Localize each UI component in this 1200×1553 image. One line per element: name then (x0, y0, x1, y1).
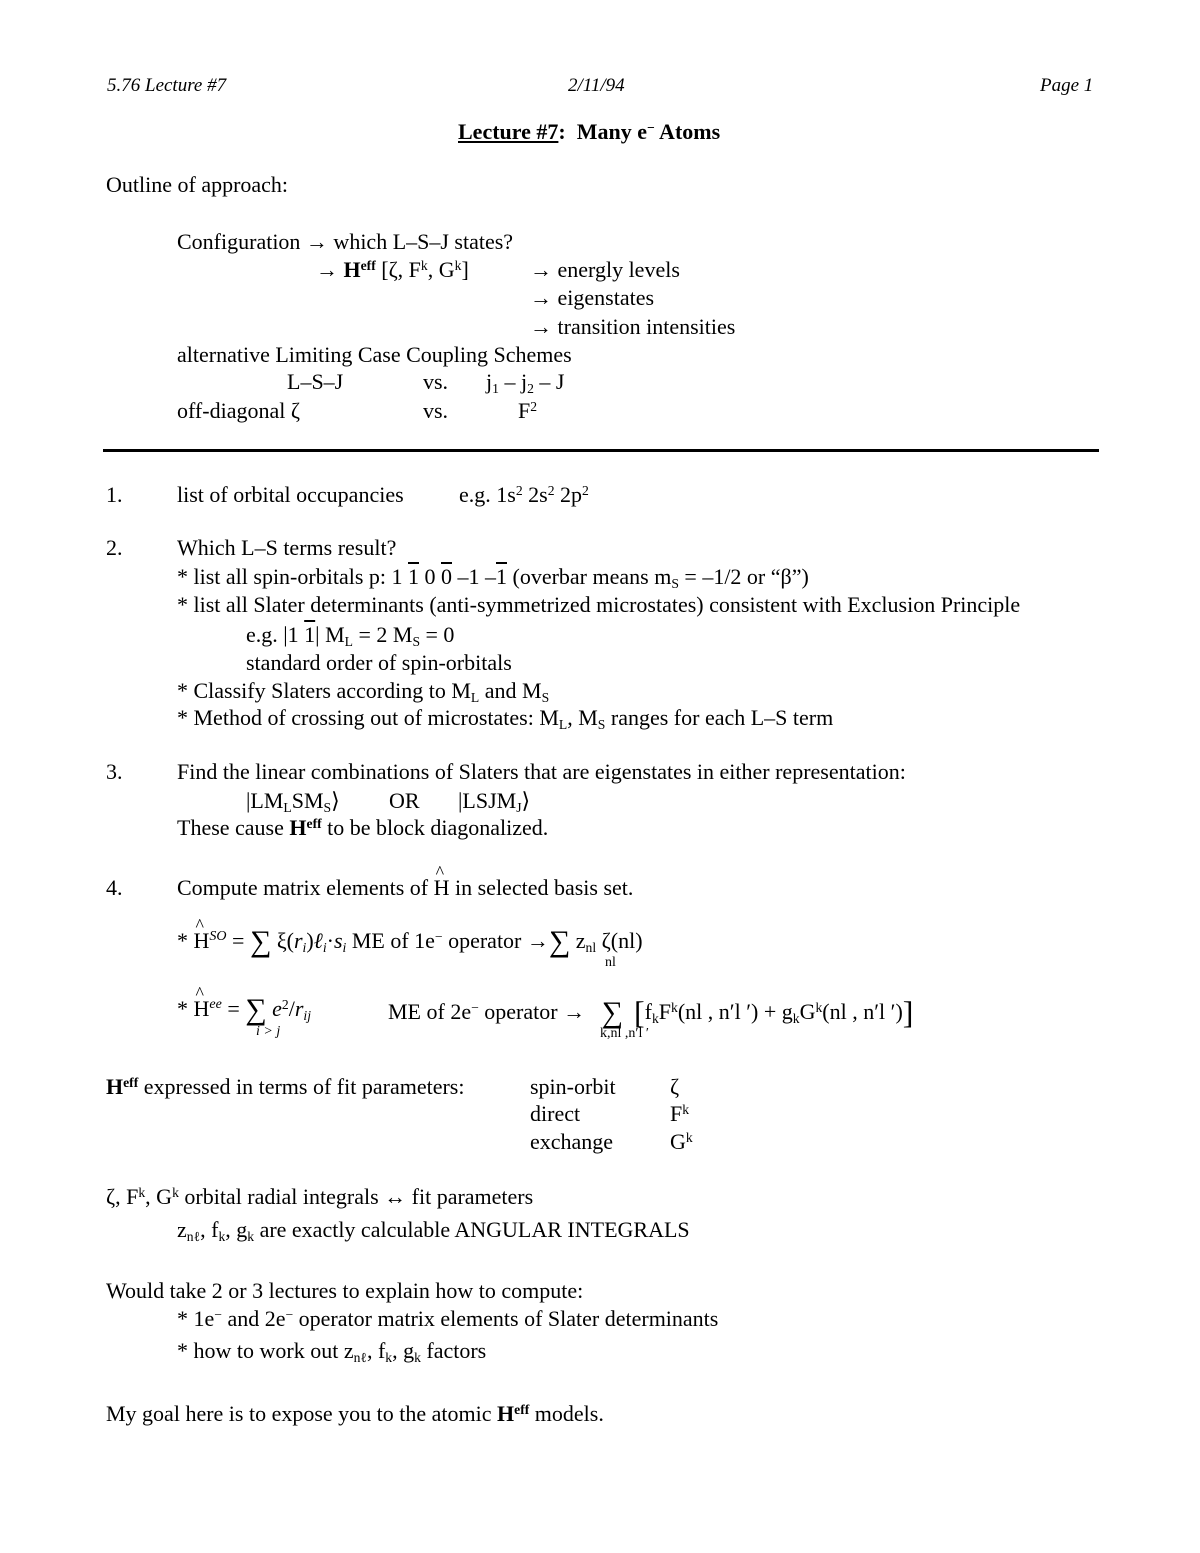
so-sum: ∑ (249, 925, 272, 958)
k1-s1: L (283, 800, 292, 816)
ee-operator (388, 992, 914, 1030)
lectures-b1 (177, 1308, 718, 1330)
item3-ket2 (458, 788, 531, 816)
outline-heff (316, 259, 469, 281)
heff-k1: k (420, 257, 428, 273)
l3-b: | M (315, 622, 345, 647)
b2-c: , g (392, 1338, 415, 1363)
jj-b: – j (498, 369, 528, 394)
ee-eq: = (221, 996, 246, 1021)
jj-c: – J (533, 369, 565, 394)
item4-num: 4. (106, 875, 123, 900)
ee-lbracket: [ (633, 994, 645, 1030)
k2-b: ⟩ (521, 788, 531, 813)
b2-fsub: k (385, 1350, 393, 1366)
page-title (458, 121, 720, 143)
l1-b: 0 (419, 564, 441, 589)
ang-b: , g (225, 1217, 248, 1242)
outline-F2 (518, 400, 537, 422)
rad-k1: k (138, 1184, 146, 1200)
goal-H: H (497, 1401, 515, 1426)
so-me-sup: − (434, 928, 443, 944)
rad-c: orbital radial integrals ↔ fit parameters (178, 1184, 534, 1209)
item4-text (177, 877, 633, 899)
so-equation (177, 924, 643, 958)
outline-energy: → energly levels (530, 257, 680, 282)
fit-v3-sup: k (685, 1129, 693, 1145)
title-colon: : (558, 119, 566, 144)
so-dot: · (326, 928, 334, 953)
jj-s1: 1 (492, 381, 499, 397)
horizontal-rule (103, 449, 1099, 452)
so-term-a: ξ( (271, 928, 294, 953)
fit-v3-a: G (670, 1129, 686, 1154)
ee-sup: ee (209, 997, 222, 1013)
l3-a: e.g. |1 (246, 622, 305, 647)
k1-a: |LM (246, 788, 284, 813)
radial-line (106, 1186, 533, 1208)
k2-s: J (516, 800, 522, 816)
outline-eigen: → eigenstates (530, 285, 655, 310)
outline-vs2: vs. (423, 398, 449, 423)
item2-num: 2. (106, 535, 123, 560)
fit-v2-sup: k (682, 1101, 690, 1117)
so-under: nl (605, 955, 616, 970)
item3-ket1 (246, 788, 340, 816)
b1-s1: − (214, 1306, 222, 1322)
l3-s1: L (344, 634, 353, 650)
k2-a: |LSJM (458, 788, 517, 813)
ee-H: ^ H (194, 998, 210, 1020)
l1-bar1: 1 (408, 564, 419, 589)
outline-config: Configuration → which L–S–J states? (177, 229, 514, 254)
item1-example (459, 484, 589, 506)
ee-e: e (266, 996, 282, 1021)
ee-sum: ∑ (245, 993, 267, 1026)
rad-a: ζ, F (106, 1184, 139, 1209)
ee-Fk: k (671, 999, 678, 1015)
l5-s1: L (470, 690, 480, 706)
so-star: * (177, 928, 194, 953)
b1-a: * 1e (177, 1306, 215, 1331)
fit-p3: exchange (530, 1129, 614, 1154)
ang-gsub: k (247, 1229, 255, 1245)
b1-c: operator matrix elements of Slater determinants (293, 1306, 719, 1331)
ee-F: F (658, 999, 672, 1024)
heff-args-c: ] (461, 257, 469, 282)
ee-me-b: operator → (478, 999, 586, 1024)
b2-zsub: nℓ (353, 1350, 367, 1366)
ee-me-a: ME of 2e (388, 999, 472, 1024)
lectures-head: Would take 2 or 3 lectures to explain how to compute: (106, 1278, 584, 1303)
ang-fsub: k (218, 1229, 226, 1245)
heff-fit-text (106, 1076, 464, 1098)
item1-eg-a: e.g. 1s (459, 482, 516, 507)
b1-b: and 2e (221, 1306, 286, 1331)
ee-r: r (294, 996, 304, 1021)
fit-v2-a: F (670, 1101, 683, 1126)
l3-c: = 2 M (352, 622, 413, 647)
item2-line5 (177, 678, 550, 706)
ang-c: are exactly calculable ANGULAR INTEGRALS (254, 1217, 690, 1242)
item1-num: 1. (106, 482, 123, 507)
item1-eg-c: 2p (554, 482, 583, 507)
title-rest-b: Atoms (654, 119, 721, 144)
outline-jj (486, 369, 565, 397)
goal-sup: eff (514, 1401, 530, 1417)
ee-e2: 2 (281, 996, 289, 1012)
b2-gsub: k (414, 1350, 421, 1366)
ee-under2: k,nl ,n′l ′ (600, 1026, 649, 1041)
so-me-a: ME of 1e (346, 928, 435, 953)
item2-line4: standard order of spin-orbitals (246, 650, 512, 675)
so-eq: = (226, 928, 250, 953)
so-sup: SO (209, 929, 227, 945)
heff-args-b: , G (427, 257, 455, 282)
goal-a: My goal here is to expose you to the atomic (106, 1401, 498, 1426)
l1-sub: S (671, 576, 679, 592)
item1-s3: 2 (582, 482, 589, 498)
fit-p2: direct (530, 1101, 581, 1126)
ee-f: f (644, 999, 652, 1024)
item2-line6 (177, 705, 834, 733)
ang-a: , f (200, 1217, 219, 1242)
l1-bar2: 0 (441, 564, 452, 589)
item3-num: 3. (106, 759, 123, 784)
heff-sup: eff (360, 257, 376, 273)
header-left: 5.76 Lecture #7 (107, 75, 227, 96)
item2-line2: * list all Slater determinants (anti-symmetrized microstates) consistent with Exclusion Principle (177, 592, 1021, 617)
fit-H: H (106, 1074, 124, 1099)
rad-b: , G (145, 1184, 173, 1209)
b2-b: , f (366, 1338, 386, 1363)
item2-line3 (246, 622, 455, 650)
lectures-b2 (177, 1338, 487, 1366)
title-rest: Many e (576, 119, 647, 144)
heff-H: H (343, 257, 361, 282)
cause-b: to be block diagonalized. (321, 815, 549, 840)
so-s: s (333, 928, 343, 953)
so-si: i (342, 940, 347, 956)
ee-G: G (799, 999, 816, 1024)
so-term-b: ) (306, 928, 314, 953)
F2-sup: 2 (530, 398, 538, 414)
fit-v1: ζ (670, 1074, 680, 1099)
heff-arrow: → (316, 257, 344, 282)
heff-k2: k (454, 257, 462, 273)
k1-s2: S (323, 800, 332, 816)
outline-heading: Outline of approach: (106, 172, 289, 197)
so-z: z (570, 928, 586, 953)
l6-s1: L (558, 717, 568, 733)
b2-a: * how to work out z (177, 1338, 354, 1363)
header-date: 2/11/94 (568, 75, 625, 96)
outline-offdiag: off-diagonal ζ (177, 398, 300, 423)
l3-s2: S (412, 634, 421, 650)
ee-gk: k (792, 1011, 800, 1027)
l3-d: = 0 (420, 622, 455, 647)
i4-text-b: in selected basis set. (449, 875, 634, 900)
so-me-b: operator → (442, 928, 549, 953)
item2-line1 (177, 564, 809, 592)
ee-star: * (177, 996, 194, 1021)
b2-d: factors (420, 1338, 487, 1363)
fit-v2 (670, 1103, 689, 1125)
title-sup: − (647, 119, 655, 135)
ee-me-sup: − (471, 999, 479, 1015)
ang-z: z (177, 1217, 187, 1242)
item3-or: OR (389, 788, 420, 813)
so-zeta: ζ(nl) (596, 928, 643, 953)
fit-p1: spin-orbit (530, 1074, 616, 1099)
item1-s1: 2 (515, 482, 523, 498)
so-r: r (293, 928, 303, 953)
l1-d: (overbar means m (507, 564, 672, 589)
l3-bar: 1 (304, 622, 316, 647)
l1-e: = –1/2 or “β”) (678, 564, 809, 589)
k1-b: SM (291, 788, 324, 813)
ee-rij: ij (303, 1008, 311, 1024)
outline-lsj: L–S–J (287, 369, 344, 394)
cause-a: These cause (177, 815, 290, 840)
jj-s2: 2 (527, 381, 534, 397)
header-page: Page 1 (1040, 75, 1094, 96)
cause-H: H (289, 815, 307, 840)
outline-trans: → transition intensities (530, 314, 736, 339)
ee-equation (177, 992, 311, 1026)
ee-slash: / (288, 996, 295, 1021)
so-zsub: nl (585, 940, 597, 956)
outline-vs1: vs. (423, 369, 449, 394)
ang-zsub: nℓ (186, 1229, 201, 1245)
fit-v3 (670, 1131, 693, 1153)
b1-s2: − (285, 1306, 294, 1322)
item3-cause (177, 817, 548, 839)
i4-H-hat: ^ H (434, 877, 450, 899)
l6-s2: S (597, 717, 606, 733)
item2-question: Which L–S terms result? (177, 535, 397, 560)
heff-args-a: [ζ, F (375, 257, 421, 282)
item1-eg-b: 2s (522, 482, 548, 507)
ee-args2: (nl , n′l ′) (822, 999, 903, 1024)
fit-sup: eff (123, 1074, 139, 1090)
l5-s2: S (541, 690, 550, 706)
ee-sum2: ∑ (601, 996, 623, 1029)
goal-line (106, 1403, 604, 1425)
title-lecture: Lecture #7 (458, 119, 559, 144)
so-ri: i (302, 940, 307, 956)
rad-k2: k (172, 1184, 179, 1200)
jj-a: j (486, 369, 493, 394)
l1-a: * list all spin-orbitals p: 1 (177, 564, 408, 589)
outline-alt: alternative Limiting Case Coupling Schemes (177, 342, 572, 367)
ee-under: i > j (256, 1024, 281, 1039)
l6-a: * Method of crossing out of microstates: M (177, 705, 559, 730)
k1-c: ⟩ (331, 788, 340, 813)
ee-args1: (nl , n′l ′) + g (677, 999, 793, 1024)
F2-a: F (518, 398, 531, 423)
ee-Gk: k (815, 999, 823, 1015)
l1-c: –1 – (452, 564, 496, 589)
angular-line (177, 1217, 690, 1245)
so-H: ^ H (194, 930, 210, 952)
ee-fk: k (651, 1011, 659, 1027)
ee-rbracket: ] (902, 994, 914, 1030)
l5-b: and M (479, 678, 542, 703)
cause-sup: eff (306, 815, 322, 831)
l1-bar3: 1 (496, 564, 507, 589)
fit-text: expressed in terms of fit parameters: (138, 1074, 465, 1099)
goal-b: models. (529, 1401, 604, 1426)
i4-text-a: Compute matrix elements of (177, 875, 434, 900)
so-l: ℓ (313, 928, 323, 953)
item1-s2: 2 (547, 482, 555, 498)
item1-text: list of orbital occupancies (177, 482, 404, 507)
item3-text: Find the linear combinations of Slaters that are eigenstates in either representation: (177, 759, 906, 784)
so-li: i (322, 940, 327, 956)
so-sum2: ∑ (548, 925, 571, 958)
l5-a: * Classify Slaters according to M (177, 678, 471, 703)
l6-b: , M (567, 705, 598, 730)
l6-c: ranges for each L–S term (605, 705, 834, 730)
